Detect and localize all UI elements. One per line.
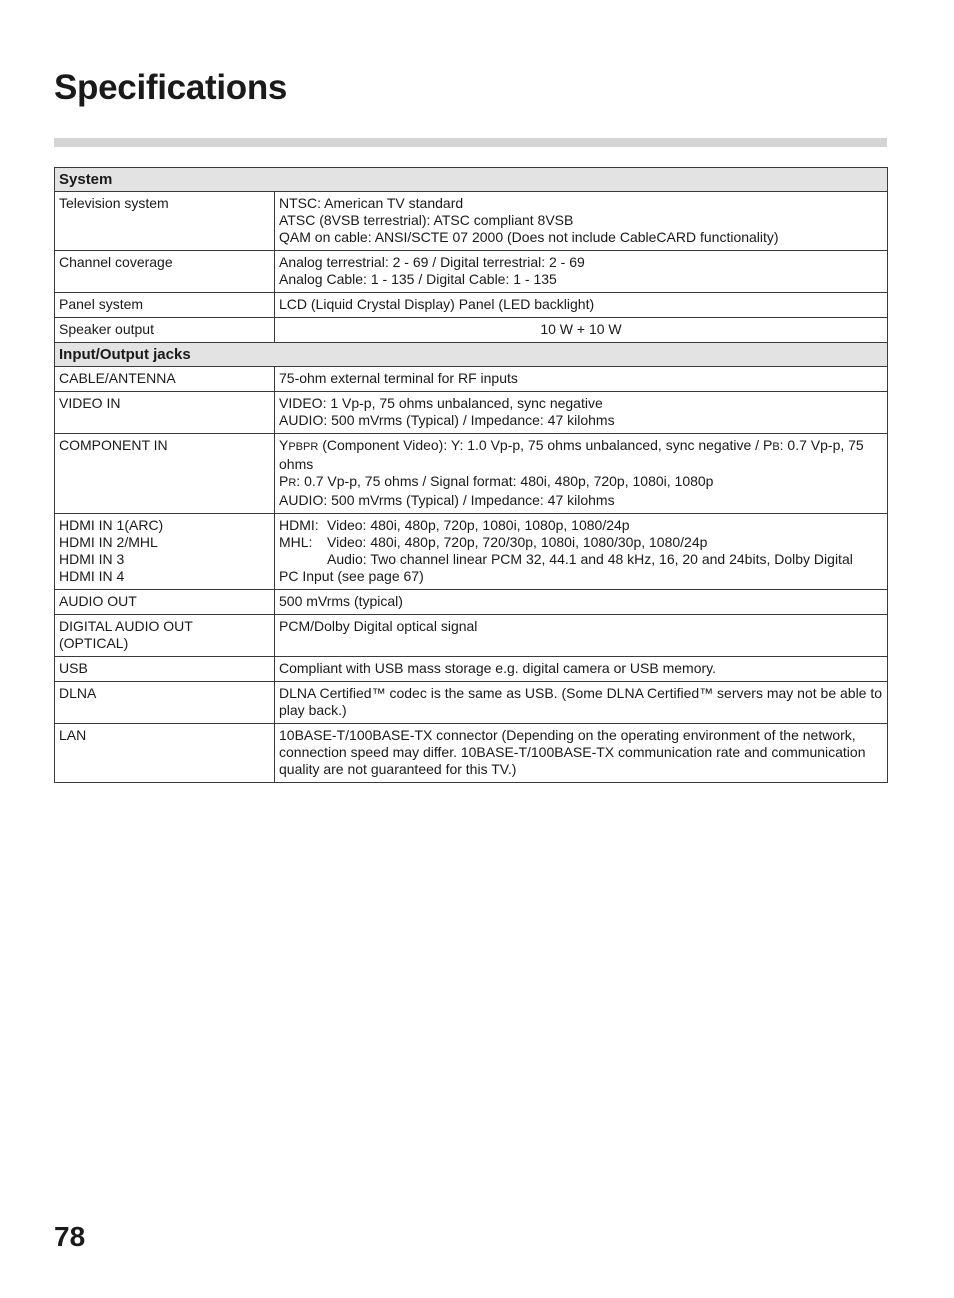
table-row (55, 724, 888, 783)
spec-label: LAN (55, 724, 275, 783)
table-row (55, 590, 888, 615)
spec-value: NTSC: American TV standard ATSC (8VSB terrestrial): ATSC compliant 8VSB QAM on cable: ANSI/SCTE 07 2000 (Does not include CableCARD functionality) (275, 192, 888, 251)
pb-pr-symbols: PBPR (288, 441, 319, 453)
spec-label: CABLE/ANTENNA (55, 367, 275, 392)
spec-label: Panel system (55, 293, 275, 318)
section-header-io (55, 343, 888, 367)
spec-label: Channel coverage (55, 251, 275, 293)
table-row (55, 293, 888, 318)
section-title: Input/Output jacks (55, 343, 888, 367)
spec-value: VIDEO: 1 Vp-p, 75 ohms unbalanced, sync negative AUDIO: 500 mVrms (Typical) / Impedance: 47 kilohms (275, 392, 888, 434)
table-row (55, 682, 888, 724)
table-row (55, 318, 888, 343)
spec-value: DLNA Certified™ codec is the same as USB. (Some DLNA Certified™ servers may not be able to play back.) (275, 682, 888, 724)
table-row (55, 251, 888, 293)
spec-value: LCD (Liquid Crystal Display) Panel (LED backlight) (275, 293, 888, 318)
table-row (55, 434, 888, 514)
spec-value: 75-ohm external terminal for RF inputs (275, 367, 888, 392)
spec-value: HDMI: Video: 480i, 480p, 720p, 1080i, 1080p, 1080/24p MHL: Video: 480i, 480p, 720p, 720/30p, 1080i, 1080/30p, 1080/24p Audio: Two channel linear PCM 32, 44.1 and 48 kHz, 16, 20 and 24bits, Dolby Digital PC Input (see page 67) (275, 514, 888, 590)
page-title: Specifications (54, 68, 288, 107)
spec-label: DIGITAL AUDIO OUT (OPTICAL) (55, 615, 275, 657)
spec-label: Speaker output (55, 318, 275, 343)
spec-value: Compliant with USB mass storage e.g. digital camera or USB memory. (275, 657, 888, 682)
spec-label: COMPONENT IN (55, 434, 275, 514)
spec-value: PCM/Dolby Digital optical signal (275, 615, 888, 657)
page-number: 78 (54, 1221, 86, 1252)
spec-value: 500 mVrms (typical) (275, 590, 888, 615)
spec-label: USB (55, 657, 275, 682)
table-row (55, 392, 888, 434)
spec-label: VIDEO IN (55, 392, 275, 434)
spec-value: Analog terrestrial: 2 - 69 / Digital terrestrial: 2 - 69 Analog Cable: 1 - 135 / Digital Cable: 1 - 135 (275, 251, 888, 293)
table-row (55, 192, 888, 251)
table-row (55, 367, 888, 392)
spec-value: 10 W + 10 W (275, 318, 888, 343)
specifications-table (54, 167, 888, 783)
title-divider (54, 138, 887, 147)
table-row (55, 657, 888, 682)
spec-label: HDMI IN 1(ARC) HDMI IN 2/MHL HDMI IN 3 HDMI IN 4 (55, 514, 275, 590)
spec-label: AUDIO OUT (55, 590, 275, 615)
spec-label: Television system (55, 192, 275, 251)
section-header-system (55, 168, 888, 192)
spec-label: DLNA (55, 682, 275, 724)
table-row (55, 615, 888, 657)
section-title: System (55, 168, 888, 192)
spec-value: YPBPR (Component Video): Y: 1.0 Vp-p, 75 ohms unbalanced, sync negative / PB: 0.7 Vp-p, 75 ohms PR: 0.7 Vp-p, 75 ohms / Signal format: 480i, 480p, 720p, 1080i, 1080p AUDIO: 500 mVrms (Typical) / Impedance: 47 kilohms (275, 434, 888, 514)
spec-value: 10BASE-T/100BASE-TX connector (Depending on the operating environment of the network, connection speed may differ. 10BASE-T/100BASE-TX communication rate and communication quality are not guaranteed for this TV.) (275, 724, 888, 783)
table-row (55, 514, 888, 590)
